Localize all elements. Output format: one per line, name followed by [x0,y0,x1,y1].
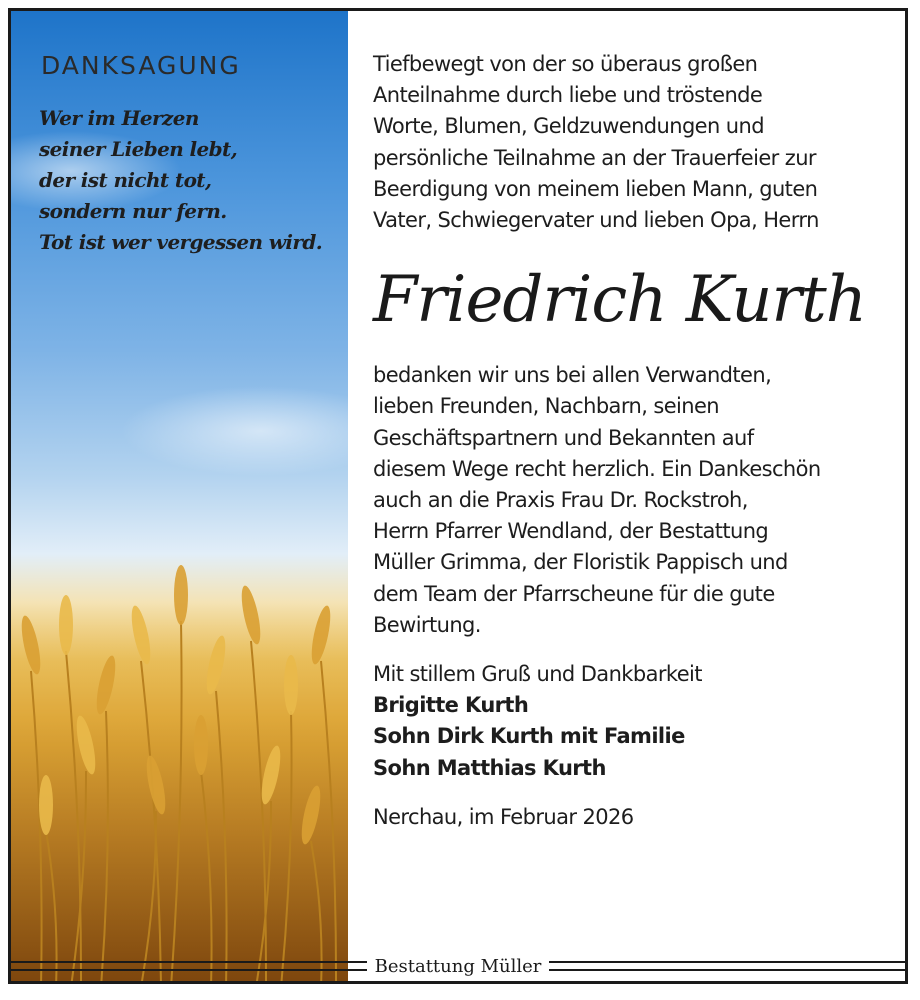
poem-line: Tot ist wer vergessen wird. [39,230,323,254]
poem-line: sondern nur fern. [39,199,227,223]
wheat-ear [39,775,53,835]
text-line: persönliche Teilnahme an der Trauerfeier zur [373,145,816,170]
text-line: Worte, Blumen, Geldzuwendungen und [373,114,764,139]
footer-funeral-home [11,956,905,976]
wheat-ear [284,655,298,715]
notice-body [373,49,903,833]
notice-heading: DANKSAGUNG [41,51,241,80]
wheat-field-image [11,11,348,981]
text-line: Geschäftspartnern und Bekannten auf [373,425,754,450]
wheat-ear [59,595,73,655]
text-line: lieben Freunden, Nachbarn, seinen [373,394,719,419]
poem-line: Wer im Herzen [39,106,199,130]
text-line: Vater, Schwiegervater und lieben Opa, Herrn [373,208,819,233]
obituary-notice [8,8,908,984]
text-line: dem Team der Pfarrscheune für die gute [373,581,775,606]
wheat-ear [194,715,208,775]
signatory: Sohn Dirk Kurth mit Familie [373,724,685,749]
thanks-paragraph [373,360,903,641]
text-line: Anteilnahme durch liebe und tröstende [373,83,763,108]
signatory: Brigitte Kurth [373,693,529,718]
text-line: auch an die Praxis Frau Dr. Rockstroh, [373,488,748,513]
footer-rule-left [11,961,367,971]
text-line: bedanken wir uns bei allen Verwandten, [373,363,772,388]
text-line: Beerdigung von meinem lieben Mann, guten [373,176,818,201]
text-line: Bewirtung. [373,612,481,637]
place-date: Nerchau, im Februar 2026 [373,804,634,829]
signatory: Sohn Matthias Kurth [373,755,606,780]
wheat-ear [174,565,188,625]
poem-line: der ist nicht tot, [39,168,212,192]
closing-line: Mit stillem Gruß und Dankbarkeit [373,662,702,687]
text-line: Müller Grimma, der Floristik Pappisch und [373,550,788,575]
text-line: diesem Wege recht herzlich. Ein Dankeschön [373,456,821,481]
text-line: Herrn Pfarrer Wendland, der Bestattung [373,519,769,544]
funeral-home-name: Bestattung Müller [367,956,550,977]
text-line: Tiefbewegt von der so überaus großen [373,52,758,76]
deceased-name: Friedrich Kurth [373,263,866,338]
poem-line: seiner Lieben lebt, [39,137,238,161]
intro-paragraph [373,49,903,236]
footer-rule-right [549,961,905,971]
memorial-poem [39,103,322,258]
